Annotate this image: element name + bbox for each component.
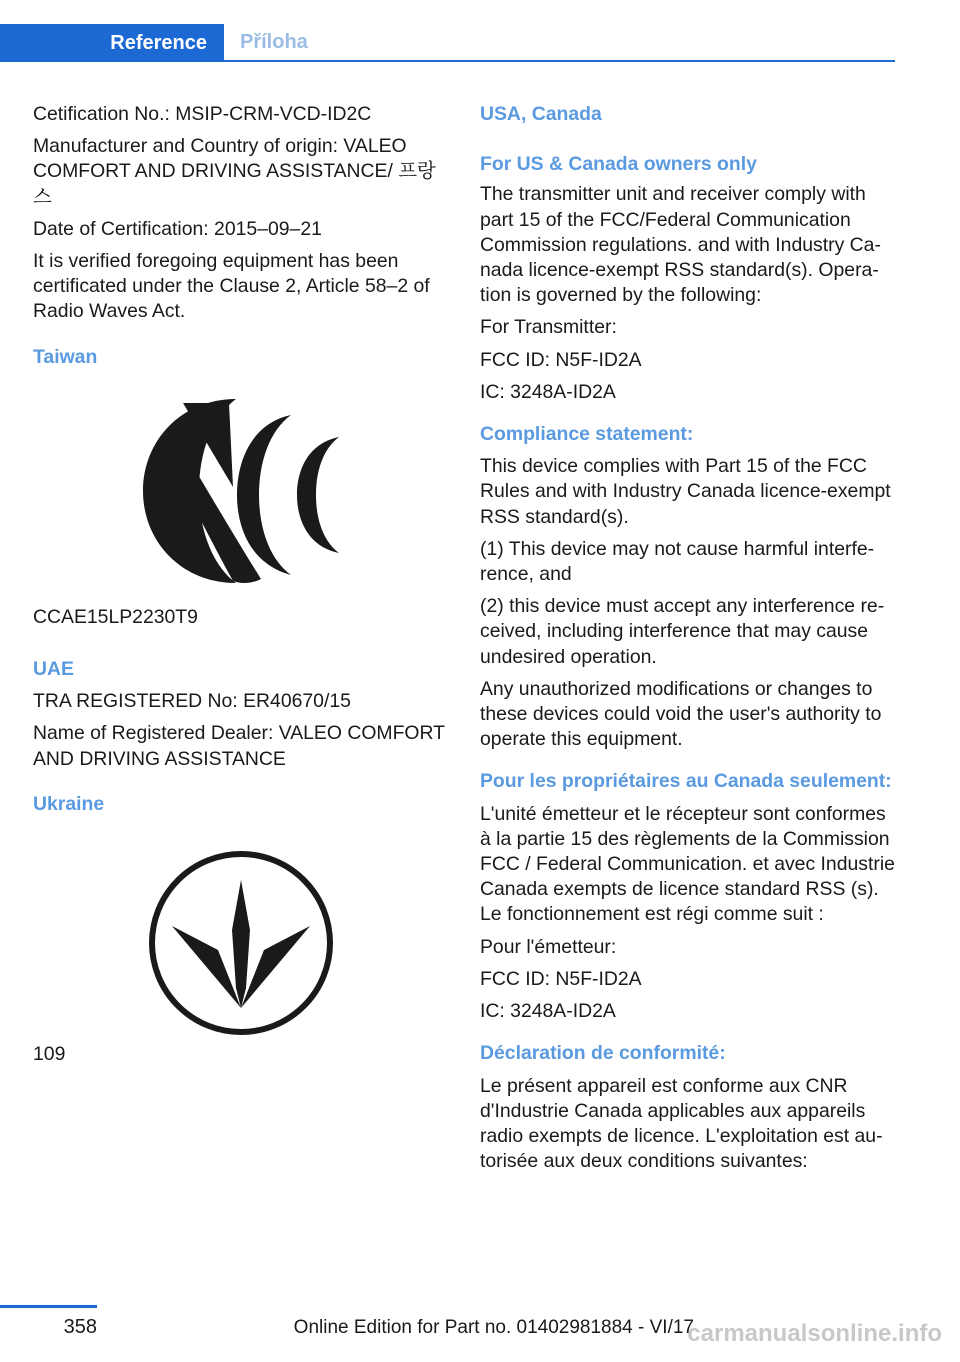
ic-id-fr: IC: 3248A-ID2A — [480, 1000, 616, 1023]
taiwan-code: CCAE15LP2230T9 — [33, 605, 198, 628]
compliance-text: This device complies with Part 15 of the FCC Rules and with Industry Canada licence-exempt RSS standard(s). — [480, 455, 891, 528]
heading-proprietaires: Pour les propriétaires au Canada seulement: — [480, 770, 892, 793]
verification-note: It is verified foregoing equipment has been certificated under the Clause 2, Article 58–2 of Radio Waves Act. — [33, 250, 430, 323]
uae-registration: TRA REGISTERED No: ER40670/15 — [33, 690, 351, 713]
header-rule — [0, 60, 895, 62]
watermark: carmanualsonline.info — [687, 1320, 942, 1347]
condition-2: (2) this device must accept any interference received, including interference that may cause undesired operation. — [480, 595, 885, 668]
for-transmitter: For Transmitter: — [480, 316, 617, 339]
heading-uae: UAE — [33, 658, 74, 681]
right-column — [480, 102, 900, 1181]
manufacturer-origin: Manufacturer and Country of origin: VALEO COMFORT AND DRIVING ASSISTANCE/ 프랑스 — [33, 135, 436, 208]
uae-dealer: Name of Registered Dealer: VALEO COMFORT AND DRIVING ASSISTANCE — [33, 722, 445, 770]
ncc-logo-icon — [141, 391, 341, 591]
fcc-id: FCC ID: N5F-ID2A — [480, 348, 642, 371]
pour-emetteur: Pour l'émetteur: — [480, 935, 617, 958]
ncc-logo-wrap — [33, 377, 448, 605]
heading-compliance: Compliance statement: — [480, 423, 694, 446]
ukraine-logo-wrap — [33, 824, 448, 1042]
ukraine-conformity-icon — [148, 850, 334, 1036]
certification-number: Cetification No.: MSIP-CRM-VCD-ID2C — [33, 103, 372, 125]
heading-ukraine: Ukraine — [33, 792, 105, 815]
condition-1: (1) This device may not cause harmful interference, and — [480, 537, 875, 586]
french-compliance-text: L'unité émetteur et le récepteur sont conformes à la partie 15 des règlements de la Commission FCC / Federal Communication. et avec Industrie Canada exempts de licence standard RSS (s). Le fonctionnement est régi comme suit : — [480, 802, 895, 926]
fcc-id-fr: FCC ID: N5F-ID2A — [480, 967, 642, 990]
ic-id: IC: 3248A-ID2A — [480, 380, 616, 403]
ukraine-code: 109 — [33, 1043, 66, 1066]
footer-rule — [0, 1305, 97, 1308]
heading-declaration: Déclaration de conformité: — [480, 1042, 726, 1065]
header-tabbar — [0, 24, 895, 62]
certification-date: Date of Certification: 2015–09–21 — [33, 217, 322, 240]
heading-taiwan: Taiwan — [33, 345, 98, 368]
page-number: 358 — [63, 1316, 97, 1338]
heading-owners: For US & Canada owners only — [480, 153, 757, 176]
edition-note: Online Edition for Part no. 01402981884 - VI/17 — [293, 1317, 694, 1338]
fcc-compliance-text: The transmitter unit and receiver comply with part 15 of the FCC/Federal Communication Commission regulations. and with Industry Canada licence-exempt RSS standard(s). Operation is governed by the following: — [480, 183, 881, 307]
modification-warning: Any unauthorized modifications or changes to these devices could void the user's authority to operate this equipment. — [480, 677, 882, 751]
left-column — [33, 102, 448, 1074]
declaration-text: Le présent appareil est conforme aux CNR d'Industrie Canada applicables aux appareils radio exempts de licence. L'exploitation est autorisée aux deux conditions suivantes: — [480, 1074, 883, 1173]
tab-reference[interactable]: Reference — [0, 24, 224, 62]
tab-priloha[interactable]: Příloha — [240, 30, 308, 53]
heading-usa-canada: USA, Canada — [480, 103, 602, 125]
